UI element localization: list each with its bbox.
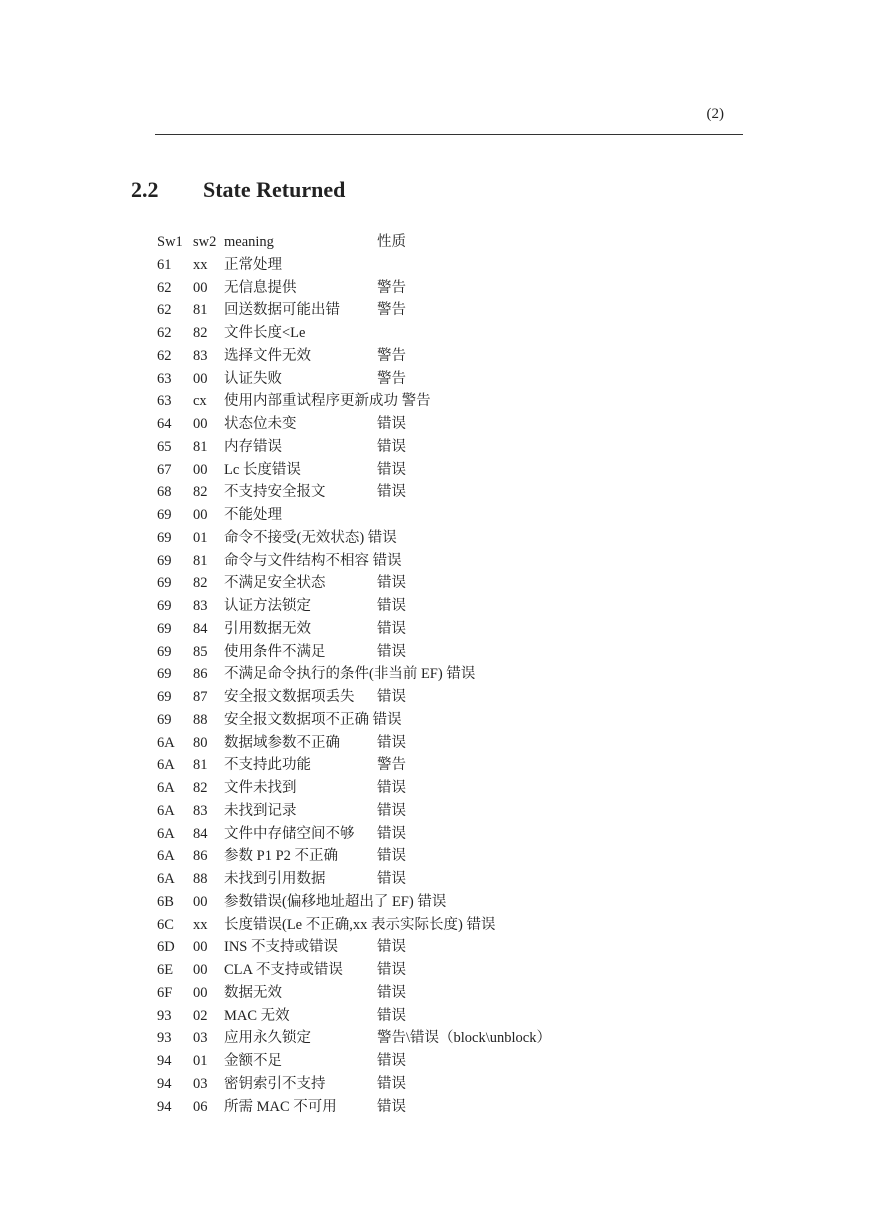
sw2-cell: 80 xyxy=(193,734,208,751)
meaning-cell: 内存错误 xyxy=(224,438,282,455)
meaning-cell: 不满足命令执行的条件(非当前 EF) 错误 xyxy=(224,666,476,683)
header-sw2: sw2 xyxy=(193,234,217,250)
meaning-cell: 不支持安全报文 xyxy=(224,484,326,501)
meaning-cell: 文件未找到 xyxy=(224,780,297,796)
sw2-cell: 83 xyxy=(193,598,208,614)
sw1-cell: 6D xyxy=(157,939,175,956)
sw2-cell: 01 xyxy=(193,529,208,546)
section-number: 2.2 xyxy=(131,177,159,202)
sw1-cell: 62 xyxy=(157,302,172,319)
sw2-cell: 83 xyxy=(193,802,208,819)
sw1-cell: 93 xyxy=(157,1030,172,1047)
nature-cell: 错误 xyxy=(377,1098,406,1115)
sw1-cell: 69 xyxy=(157,711,172,728)
nature-cell: 警告 xyxy=(377,370,406,387)
header-sw1: Sw1 xyxy=(157,234,183,250)
nature-cell: 错误 xyxy=(377,438,406,455)
nature-cell: 错误 xyxy=(377,620,406,637)
sw2-cell: 88 xyxy=(193,711,208,728)
sw2-cell: 81 xyxy=(193,302,208,319)
meaning-cell: 不满足安全状态 xyxy=(224,575,326,592)
meaning-cell: 文件长度<Le xyxy=(224,325,306,341)
nature-cell: 错误 xyxy=(377,1053,406,1069)
sw1-cell: 68 xyxy=(157,484,172,501)
sw2-cell: 00 xyxy=(193,461,208,478)
sw2-cell: 81 xyxy=(193,552,208,569)
sw2-cell: 82 xyxy=(193,780,208,796)
meaning-cell: 长度错误(Le 不正确,xx 表示实际长度) 错误 xyxy=(224,916,496,933)
sw1-cell: 63 xyxy=(157,370,172,387)
meaning-cell: 正常处理 xyxy=(224,256,282,273)
sw2-cell: 03 xyxy=(193,1075,208,1092)
sw1-cell: 94 xyxy=(157,1098,172,1115)
sw1-cell: 6F xyxy=(157,984,173,1001)
meaning-cell: 命令与文件结构不相容 错误 xyxy=(224,552,402,569)
meaning-cell: 未找到记录 xyxy=(224,802,297,819)
nature-cell: 错误 xyxy=(377,939,406,956)
meaning-cell: 密钥索引不支持 xyxy=(224,1075,326,1092)
nature-cell: 错误 xyxy=(377,848,406,865)
meaning-cell: 安全报文数据项丢失 xyxy=(224,689,355,705)
sw1-cell: 6A xyxy=(157,802,175,819)
meaning-cell: MAC 无效 xyxy=(224,1007,290,1024)
sw1-cell: 69 xyxy=(157,529,172,546)
sw1-cell: 69 xyxy=(157,620,172,637)
sw1-cell: 6C xyxy=(157,916,174,933)
sw2-cell: 86 xyxy=(193,666,208,683)
sw1-cell: 65 xyxy=(157,438,172,455)
sw2-cell: xx xyxy=(193,916,208,933)
sw1-cell: 93 xyxy=(157,1007,172,1024)
header-rule xyxy=(155,134,743,135)
sw2-cell: 00 xyxy=(193,893,208,910)
sw2-cell: 00 xyxy=(193,416,208,432)
header-nature: 性质 xyxy=(377,234,406,250)
sw2-cell: 88 xyxy=(193,871,208,887)
sw2-cell: 82 xyxy=(193,325,208,341)
nature-cell: 错误 xyxy=(377,734,406,751)
meaning-cell: 金额不足 xyxy=(224,1053,282,1069)
sw1-cell: 69 xyxy=(157,575,172,592)
nature-cell: 警告 xyxy=(377,347,406,364)
nature-cell: 错误 xyxy=(377,461,406,478)
sw2-cell: 00 xyxy=(193,984,208,1001)
meaning-cell: 使用内部重试程序更新成功 警告 xyxy=(224,393,431,410)
sw1-cell: 94 xyxy=(157,1053,172,1069)
nature-cell: 错误 xyxy=(377,416,406,432)
sw2-cell: 81 xyxy=(193,438,208,455)
header-meaning: meaning xyxy=(224,234,274,250)
nature-cell: 错误 xyxy=(377,689,406,705)
nature-cell: 错误 xyxy=(377,575,406,592)
sw1-cell: 61 xyxy=(157,256,172,273)
nature-cell: 错误 xyxy=(377,871,406,887)
sw1-cell: 6A xyxy=(157,780,175,796)
page-number: (2) xyxy=(706,106,724,122)
sw2-cell: 00 xyxy=(193,939,208,956)
nature-cell: 错误 xyxy=(377,802,406,819)
sw2-cell: 82 xyxy=(193,575,208,592)
nature-cell: 警告\错误（block\unblock） xyxy=(377,1030,551,1047)
meaning-cell: INS 不支持或错误 xyxy=(224,939,338,956)
meaning-cell: 命令不接受(无效状态) 错误 xyxy=(224,529,397,546)
nature-cell: 警告 xyxy=(377,302,406,319)
sw2-cell: xx xyxy=(193,256,208,273)
meaning-cell: 所需 MAC 不可用 xyxy=(224,1098,337,1115)
sw1-cell: 64 xyxy=(157,416,172,432)
sw1-cell: 69 xyxy=(157,689,172,705)
section-heading xyxy=(131,177,345,203)
sw1-cell: 6A xyxy=(157,757,175,774)
nature-cell: 警告 xyxy=(377,279,406,296)
nature-cell: 错误 xyxy=(377,984,406,1001)
sw2-cell: cx xyxy=(193,393,207,410)
nature-cell: 错误 xyxy=(377,598,406,614)
meaning-cell: 使用条件不满足 xyxy=(224,643,326,660)
meaning-cell: 认证方法锁定 xyxy=(224,598,311,614)
sw1-cell: 6A xyxy=(157,734,175,751)
nature-cell: 错误 xyxy=(377,825,406,842)
meaning-cell: 应用永久锁定 xyxy=(224,1030,311,1047)
sw1-cell: 63 xyxy=(157,393,172,410)
sw2-cell: 01 xyxy=(193,1053,208,1069)
nature-cell: 错误 xyxy=(377,780,406,796)
sw1-cell: 6A xyxy=(157,848,175,865)
sw2-cell: 00 xyxy=(193,507,208,523)
sw1-cell: 69 xyxy=(157,552,172,569)
sw2-cell: 84 xyxy=(193,620,208,637)
nature-cell: 错误 xyxy=(377,1075,406,1092)
meaning-cell: 参数错误(偏移地址超出了 EF) 错误 xyxy=(224,893,447,910)
sw2-cell: 00 xyxy=(193,962,208,978)
sw2-cell: 85 xyxy=(193,643,208,660)
meaning-cell: 无信息提供 xyxy=(224,279,297,296)
sw1-cell: 69 xyxy=(157,598,172,614)
meaning-cell: 文件中存储空间不够 xyxy=(224,825,355,842)
meaning-cell: Lc 长度错误 xyxy=(224,461,301,478)
sw2-cell: 00 xyxy=(193,370,208,387)
meaning-cell: 认证失败 xyxy=(224,370,282,387)
sw2-cell: 02 xyxy=(193,1007,208,1024)
meaning-cell: 不能处理 xyxy=(224,507,282,523)
sw1-cell: 94 xyxy=(157,1075,172,1092)
nature-cell: 警告 xyxy=(377,757,406,774)
meaning-cell: 数据域参数不正确 xyxy=(224,734,340,751)
sw1-cell: 6A xyxy=(157,825,175,842)
meaning-cell: 回送数据可能出错 xyxy=(224,302,340,319)
sw1-cell: 69 xyxy=(157,666,172,683)
meaning-cell: 参数 P1 P2 不正确 xyxy=(224,848,339,865)
sw2-cell: 87 xyxy=(193,689,208,705)
sw1-cell: 62 xyxy=(157,347,172,364)
sw1-cell: 6B xyxy=(157,893,174,910)
sw2-cell: 82 xyxy=(193,484,208,501)
sw2-cell: 83 xyxy=(193,347,208,364)
sw2-cell: 06 xyxy=(193,1098,208,1115)
sw2-cell: 00 xyxy=(193,279,208,296)
section-title: State Returned xyxy=(203,177,346,202)
sw1-cell: 6A xyxy=(157,871,175,887)
meaning-cell: 安全报文数据项不正确 错误 xyxy=(224,711,402,728)
sw1-cell: 62 xyxy=(157,279,172,296)
nature-cell: 错误 xyxy=(377,962,406,978)
meaning-cell: 引用数据无效 xyxy=(224,620,311,637)
sw1-cell: 6E xyxy=(157,962,174,978)
meaning-cell: CLA 不支持或错误 xyxy=(224,962,343,978)
meaning-cell: 不支持此功能 xyxy=(224,757,311,774)
sw2-cell: 81 xyxy=(193,757,208,774)
meaning-cell: 状态位未变 xyxy=(224,416,297,432)
sw1-cell: 67 xyxy=(157,461,172,478)
sw2-cell: 03 xyxy=(193,1030,208,1047)
sw1-cell: 69 xyxy=(157,643,172,660)
sw1-cell: 62 xyxy=(157,325,172,341)
sw2-cell: 86 xyxy=(193,848,208,865)
meaning-cell: 选择文件无效 xyxy=(224,347,311,364)
nature-cell: 错误 xyxy=(377,643,406,660)
sw1-cell: 69 xyxy=(157,507,172,523)
meaning-cell: 未找到引用数据 xyxy=(224,871,326,887)
nature-cell: 错误 xyxy=(377,484,406,501)
meaning-cell: 数据无效 xyxy=(224,984,282,1001)
sw2-cell: 84 xyxy=(193,825,208,842)
nature-cell: 错误 xyxy=(377,1007,406,1024)
